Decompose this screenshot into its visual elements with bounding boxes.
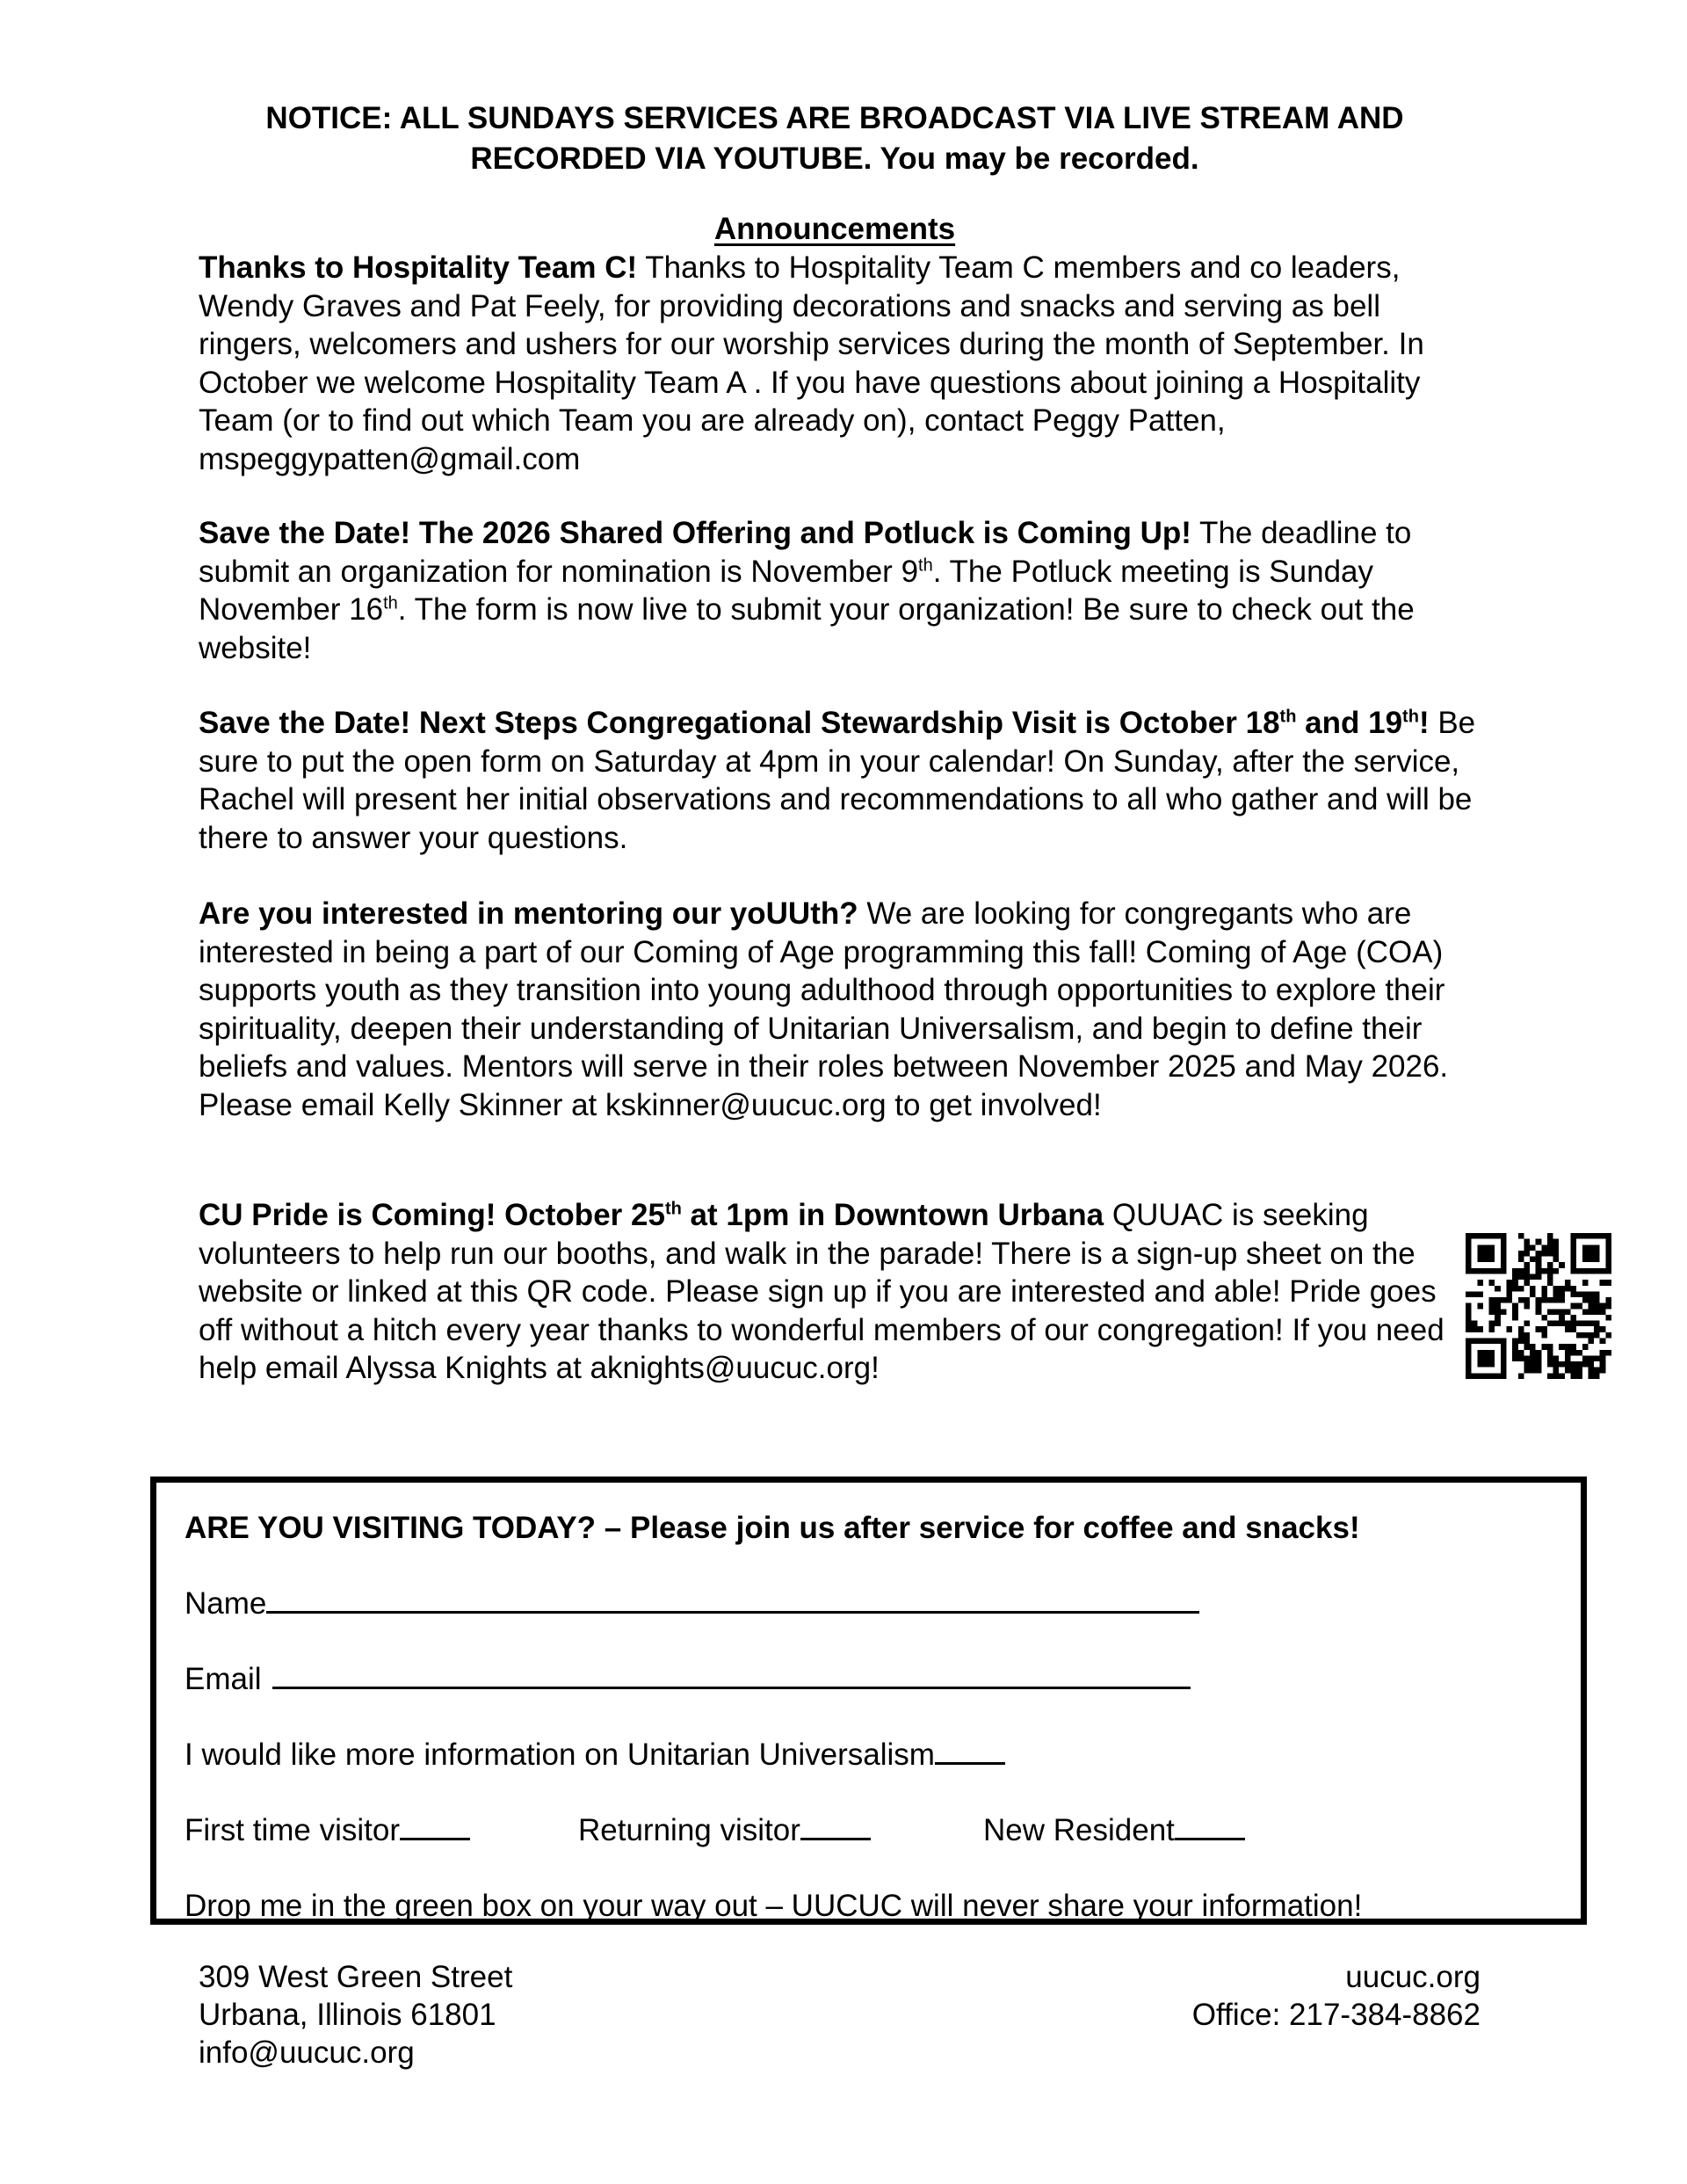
announcement-body: . The Potluck meeting is Sunday November 16 bbox=[199, 554, 1374, 627]
heading-part: and 19 bbox=[1296, 706, 1403, 740]
footer-contact bbox=[1192, 1958, 1481, 2034]
ordinal-suffix: th bbox=[1402, 707, 1419, 727]
qr-code-icon[interactable] bbox=[1466, 1233, 1611, 1379]
new-resident-label: New Resident bbox=[983, 1813, 1175, 1847]
announcement-heading: Are you interested in mentoring our yoUUth? bbox=[199, 896, 858, 931]
returning-visitor-label: Returning visitor bbox=[578, 1813, 800, 1847]
drop-note: Drop me in the green box on your way out – UUCUC will never share your information! bbox=[185, 1889, 1363, 1923]
heading-part: Save the Date! Next Steps Congregational Stewardship Visit is October 18 bbox=[199, 706, 1280, 740]
name-blank-line[interactable] bbox=[266, 1585, 1199, 1614]
first-time-visitor-option[interactable] bbox=[185, 1811, 470, 1850]
more-info-checkbox[interactable] bbox=[185, 1736, 1005, 1774]
announcement-shared-offering bbox=[199, 514, 1490, 667]
announcement-body: We are looking for congregants who are interested in being a part of our Coming of Age programming this fall! Coming of Age (COA) supports youth as they transition into young adulthood through opportunities to explore their spirituality, deepen their understanding of Unitarian Universalism, and begin to define their beliefs and values. Mentors will serve in their roles between November 2025 and May 2026. Please email Kelly Skinner at kskinner@uucuc.org to get involved! bbox=[199, 896, 1449, 1122]
notice-line-2: RECORDED VIA YOUTUBE. You may be recorded. bbox=[470, 141, 1199, 176]
livestream-notice bbox=[176, 98, 1494, 179]
announcement-youth-mentoring bbox=[199, 895, 1490, 1124]
office-phone: Office: 217-384-8862 bbox=[1191, 1998, 1481, 2032]
announcement-stewardship-visit bbox=[199, 704, 1490, 857]
announcement-cu-pride bbox=[199, 1196, 1455, 1388]
returning-visitor-blank[interactable] bbox=[800, 1811, 871, 1840]
announcements-heading: Announcements bbox=[713, 212, 956, 246]
more-info-blank[interactable] bbox=[935, 1736, 1005, 1765]
email-label: Email bbox=[185, 1662, 262, 1696]
announcement-body: . The form is now live to submit your organization! Be sure to check out the website! bbox=[199, 592, 1415, 665]
footer-address bbox=[199, 1958, 512, 2072]
contact-email[interactable]: info@uucuc.org bbox=[199, 2035, 415, 2070]
announcement-body: The deadline to submit an organization for nomination is November 9 bbox=[199, 516, 1412, 589]
announcement-body: QUUAC is seeking volunteers to help run our booths, and walk in the parade! There is a sign-up sheet on the website or linked at this QR code. Please sign up if you are interested and able! Pride goes off without a hitch every year thanks to wonderful members of our congregation! If you need help email Alyssa Knights at aknights@uucuc.org! bbox=[199, 1198, 1444, 1385]
address-line-1: 309 West Green Street bbox=[199, 1960, 513, 1994]
ordinal-suffix: th bbox=[664, 1199, 682, 1219]
email-field[interactable] bbox=[185, 1660, 1191, 1699]
ordinal-suffix: th bbox=[1279, 707, 1297, 727]
new-resident-blank[interactable] bbox=[1175, 1811, 1245, 1840]
first-time-visitor-label: First time visitor bbox=[185, 1813, 400, 1847]
name-label: Name bbox=[185, 1586, 267, 1621]
heading-part: at 1pm in Downtown Urbana bbox=[681, 1198, 1104, 1232]
visitor-card-title: ARE YOU VISITING TODAY? – Please join us after service for coffee and snacks! bbox=[185, 1511, 1360, 1545]
more-info-label: I would like more information on Unitarian Universalism bbox=[185, 1738, 935, 1772]
email-blank-line[interactable] bbox=[272, 1660, 1191, 1689]
announcement-body: Be sure to put the open form on Saturday at 4pm in your calendar! On Sunday, after the service, Rachel will present her initial observations and recommendations to all who gather and will be there to answer your questions. bbox=[199, 706, 1476, 855]
visitor-card bbox=[150, 1477, 1587, 1925]
address-line-2: Urbana, Illinois 61801 bbox=[199, 1998, 496, 2032]
announcement-body: Thanks to Hospitality Team C members and co leaders, Wendy Graves and Pat Feely, for providing decorations and snacks and serving as bell ringers, welcomers and ushers for our worship services during the month of September. In October we welcome Hospitality Team A . If you have questions about joining a Hospitality Team (or to find out which Team you are already on), contact Peggy Patten, mspeggypatten@gmail.com bbox=[199, 250, 1424, 476]
heading-part: ! bbox=[1418, 706, 1430, 740]
announcement-heading: Save the Date! The 2026 Shared Offering and Potluck is Coming Up! bbox=[199, 516, 1191, 550]
new-resident-option[interactable] bbox=[983, 1811, 1245, 1850]
heading-part: CU Pride is Coming! October 25 bbox=[199, 1198, 665, 1232]
returning-visitor-option[interactable] bbox=[578, 1811, 871, 1850]
ordinal-suffix: th bbox=[918, 555, 933, 575]
first-time-visitor-blank[interactable] bbox=[400, 1811, 470, 1840]
website-link[interactable]: uucuc.org bbox=[1345, 1960, 1481, 1994]
announcement-heading bbox=[199, 706, 1430, 740]
notice-line-1: NOTICE: ALL SUNDAYS SERVICES ARE BROADCAST VIA LIVE STREAM AND bbox=[265, 101, 1404, 135]
announcement-hospitality bbox=[199, 249, 1490, 478]
ordinal-suffix: th bbox=[383, 593, 398, 613]
announcement-heading: Thanks to Hospitality Team C! bbox=[199, 250, 638, 285]
announcement-heading bbox=[199, 1198, 1104, 1232]
name-field[interactable] bbox=[185, 1585, 1199, 1623]
